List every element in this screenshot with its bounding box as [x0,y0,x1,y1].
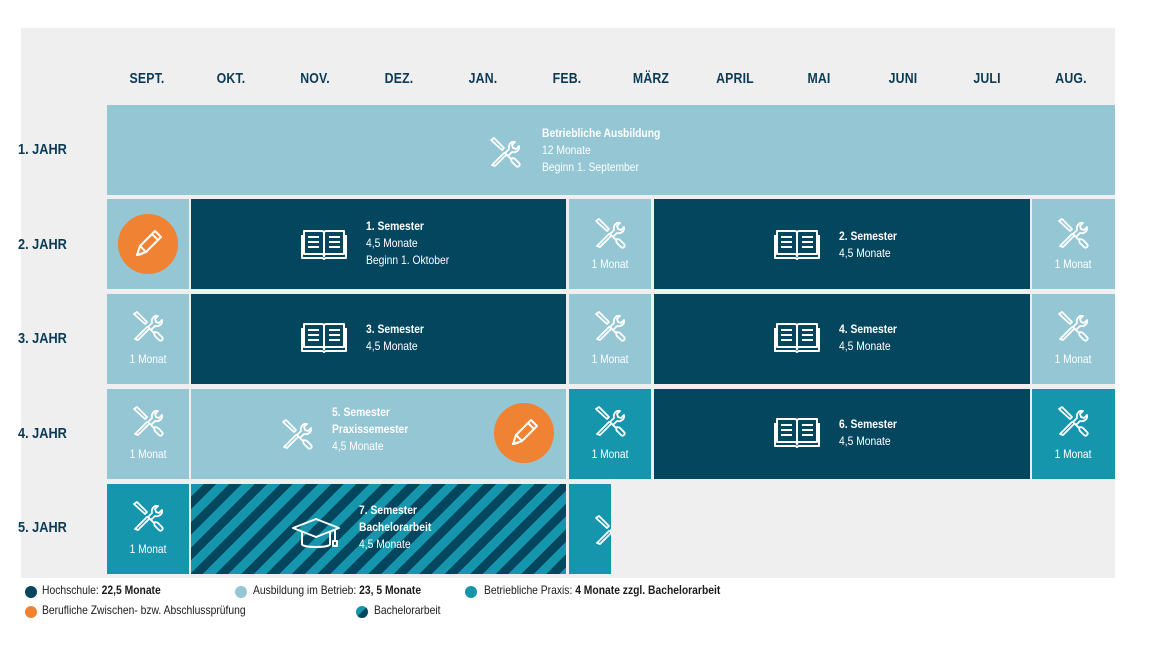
book-icon [774,413,820,449]
row2-sept-cell [107,199,189,289]
sem6-duration: 4,5 Monate [839,434,891,448]
month-jan: JAN. [468,70,498,87]
tools-icon [592,215,628,251]
book-icon [301,318,347,354]
legend-dot-bachelor [356,606,368,618]
tools-icon [1055,308,1091,344]
sem5-label [332,404,408,455]
row4-semester-6 [654,389,1030,479]
sem6-title: 6. Semester [839,417,897,431]
row1-title: Betriebliche Ausbildung [542,126,661,140]
legend-praxis-value: 4 Monate zzgl. Bachelorarbeit [575,583,721,597]
month-juni: JUNI [888,70,918,87]
legend-betrieb [253,583,421,597]
row1-betriebliche-ausbildung [107,105,1115,195]
row4-sept-duration: 1 Monat [129,447,167,461]
month-sept: SEPT. [129,70,165,87]
sem6-label [839,416,897,450]
book-icon [301,225,347,261]
sem3-duration: 4,5 Monate [366,339,418,353]
year-label-1: 1. JAHR [18,141,67,158]
month-aug: AUG. [1055,70,1087,87]
sem5-subtitle: Praxissemester [332,422,409,436]
month-juli: JULI [973,70,1001,87]
legend-hochschule-value: 22,5 Monate [101,583,161,597]
sem3-label [366,321,424,355]
row5-sept-cell [107,484,189,574]
sem7-title: 7. Semester [359,503,417,517]
legend-pruefung: Berufliche Zwischen- bzw. Abschlussprüfung [42,603,246,617]
month-nov: NOV. [300,70,330,87]
sem1-label [366,218,449,269]
book-icon [774,318,820,354]
legend-dot-pruefung [25,606,37,618]
sem7-subtitle: Bachelorarbeit [359,520,432,534]
tools-icon [592,403,628,439]
row5-sept-duration: 1 Monat [129,542,167,556]
tools-icon [130,498,166,534]
sem2-label [839,228,897,262]
month-okt: OKT. [216,70,246,87]
legend-hochschule-label: Hochschule: [42,583,102,597]
row3-semester-4 [654,294,1030,384]
row2-semester-2 [654,199,1030,289]
sem7-label [359,502,431,553]
legend-hochschule [42,583,161,597]
row2-feb-duration: 1 Monat [591,257,629,271]
tools-icon [279,416,315,452]
legend-dot-betrieb [235,586,247,598]
row4-aug-duration: 1 Monat [1054,447,1092,461]
row5-semester-7 [191,484,566,574]
row4-aug-cell [1032,389,1115,479]
tools-icon [487,134,523,170]
pencil-icon [128,224,168,264]
tools-icon [592,308,628,344]
month-mai: MAI [807,70,831,87]
row3-semester-3 [191,294,566,384]
row3-feb-cell [569,294,651,384]
row2-aug-cell [1032,199,1115,289]
month-april: APRIL [716,70,754,87]
sem2-title: 2. Semester [839,229,897,243]
row3-sept-duration: 1 Monat [129,352,167,366]
sem4-duration: 4,5 Monate [839,339,891,353]
legend-praxis [484,583,720,597]
sem3-title: 3. Semester [366,322,424,336]
pruefung-badge [118,214,178,274]
tools-icon [130,308,166,344]
tools-icon [1055,215,1091,251]
pruefung-badge [494,403,554,463]
row4-semester-5 [191,389,566,479]
pencil-icon [504,413,544,453]
row3-aug-cell [1032,294,1115,384]
year-label-2: 2. JAHR [18,236,67,253]
row5-feb-cell [569,484,611,574]
row2-aug-duration: 1 Monat [1054,257,1092,271]
tools-icon [130,403,166,439]
year-label-3: 3. JAHR [18,330,67,347]
month-dez: DEZ. [384,70,414,87]
row3-feb-duration: 1 Monat [591,352,629,366]
sem1-start: Beginn 1. Oktober [366,253,450,267]
row4-feb-cell [569,389,651,479]
row3-sept-cell [107,294,189,384]
tools-icon [1055,403,1091,439]
legend-praxis-label: Betriebliche Praxis: [484,583,576,597]
legend-dot-praxis [465,586,477,598]
year-label-5: 5. JAHR [18,519,67,536]
row2-feb-cell [569,199,651,289]
sem7-duration: 4,5 Monate [359,537,411,551]
month-maerz: MÄRZ [632,70,670,87]
row1-label [542,125,660,176]
sem5-duration: 4,5 Monate [332,439,384,453]
sem1-title: 1. Semester [366,219,424,233]
sem4-title: 4. Semester [839,322,897,336]
row4-sept-cell [107,389,189,479]
legend-betrieb-label: Ausbildung im Betrieb: [253,583,360,597]
sem1-duration: 4,5 Monate [366,236,418,250]
tools-icon [592,512,611,548]
graduation-cap-icon [291,514,341,554]
year-label-4: 4. JAHR [18,425,67,442]
legend-betrieb-value: 23, 5 Monate [359,583,422,597]
sem4-label [839,321,897,355]
row2-semester-1 [191,199,566,289]
row3-aug-duration: 1 Monat [1054,352,1092,366]
month-feb: FEB. [552,70,582,87]
legend-dot-hochschule [25,586,37,598]
row4-feb-duration: 1 Monat [591,447,629,461]
row1-duration: 12 Monate [542,143,591,157]
book-icon [774,225,820,261]
legend-bachelor: Bachelorarbeit [374,603,441,617]
row1-start: Beginn 1. September [542,160,639,174]
sem5-title: 5. Semester [332,405,390,419]
sem2-duration: 4,5 Monate [839,246,891,260]
